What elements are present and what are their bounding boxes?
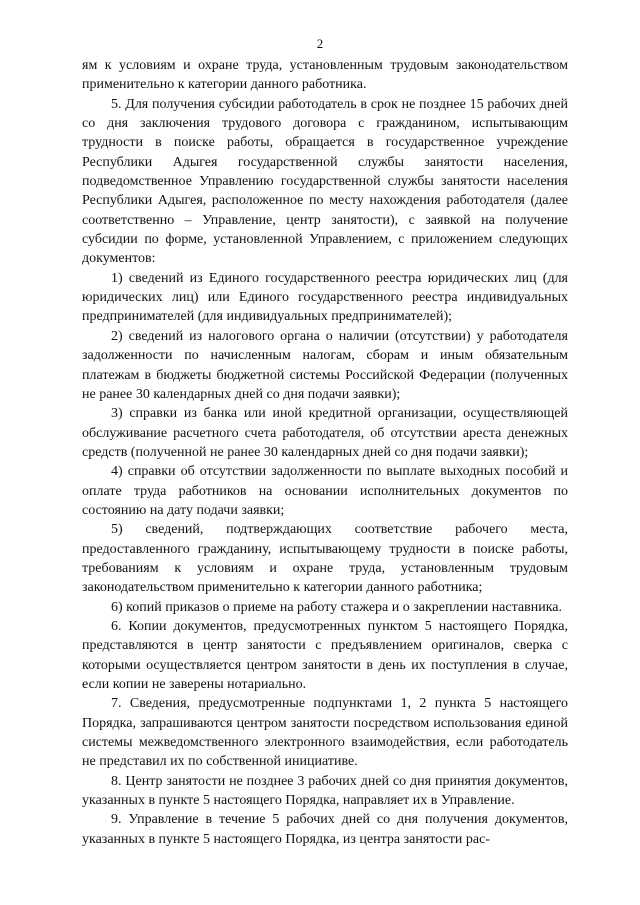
paragraph-continuation: ям к условиям и охране труда, установленным трудовым законодательством применительно к категории данного работника. [82, 58, 568, 93]
paragraph-item-7: 7. Сведения, предусмотренные подпунктами 1, 2 пункта 5 настоящего Порядка, запрашиваются центром занятости посредством использования единой системы межведомственного электронного взаимодействия, если работодатель не представил их по собственной инициативе. [82, 696, 568, 770]
page-number: 2 [316, 36, 324, 51]
paragraph-subitem-5: 5) сведений, подтверждающих соответствие рабочего места, предоставленного гражданину, испытывающему трудности в поиске работы, требованиям к условиям и охране труда, установленным трудовым законодательством применительно к категории данного работника; [82, 522, 568, 596]
document-body [82, 56, 568, 849]
paragraph-item-9: 9. Управление в течение 5 рабочих дней со дня получения документов, указанных в пункте 5 настоящего Порядка, из центра занятости рас- [82, 812, 568, 847]
paragraph-item-6: 6. Копии документов, предусмотренных пунктом 5 настоящего Порядка, представляются в центр занятости с предъявлением оригиналов, сверка с которыми осуществляется центром занятости в день их поступления в случае, если копии не заверены нотариально. [82, 618, 568, 692]
paragraph-item-8: 8. Центр занятости не позднее 3 рабочих дней со дня принятия документов, указанных в пункте 5 настоящего Порядка, направляет их в Управление. [82, 773, 568, 809]
paragraph-subitem-1: 1) сведений из Единого государственного реестра юридических лиц (для юридических лиц) или Единого государственного реестра индивидуальных предпринимателей (для индивидуальных предпринимателей); [82, 270, 568, 325]
paragraph-subitem-6: 6) копий приказов о приеме на работу стажера и о закреплении наставника. [111, 599, 563, 615]
paragraph-subitem-4: 4) справки об отсутствии задолженности по выплате выходных пособий и оплате труда работников на основании исполнительных документов по состоянию на дату подачи заявки; [82, 464, 568, 518]
paragraph-subitem-2: 2) сведений из налогового органа о наличии (отсутствии) у работодателя задолженности по начисленным налогам, сборам и иным обязательным платежам в бюджеты бюджетной системы Российской Федерации (полученных не ранее 30 календарных дней со дня подачи заявки); [82, 328, 568, 402]
paragraph-subitem-3: 3) справки из банка или иной кредитной организации, осуществляющей обслуживание расчетного счета работодателя, об отсутствии ареста денежных средств (полученной не ранее 30 календарных дней со дня подачи заявки); [82, 406, 568, 460]
paragraph-item-5: 5. Для получения субсидии работодатель в срок не позднее 15 рабочих дней со дня заключения трудового договора с гражданином, испытывающим трудности в поиске работы, обращается в государственное учреждение Республики Адыгея государственной службы занятости населения, подведомственное Управлению государственной службы занятости населения Республики Адыгея, расположенное по месту нахождения работодателя (далее соответственно – Управление, центр занятости), с заявкой на получение субсидии по форме, установленной Управлением, с приложением следующих документов: [82, 96, 568, 267]
